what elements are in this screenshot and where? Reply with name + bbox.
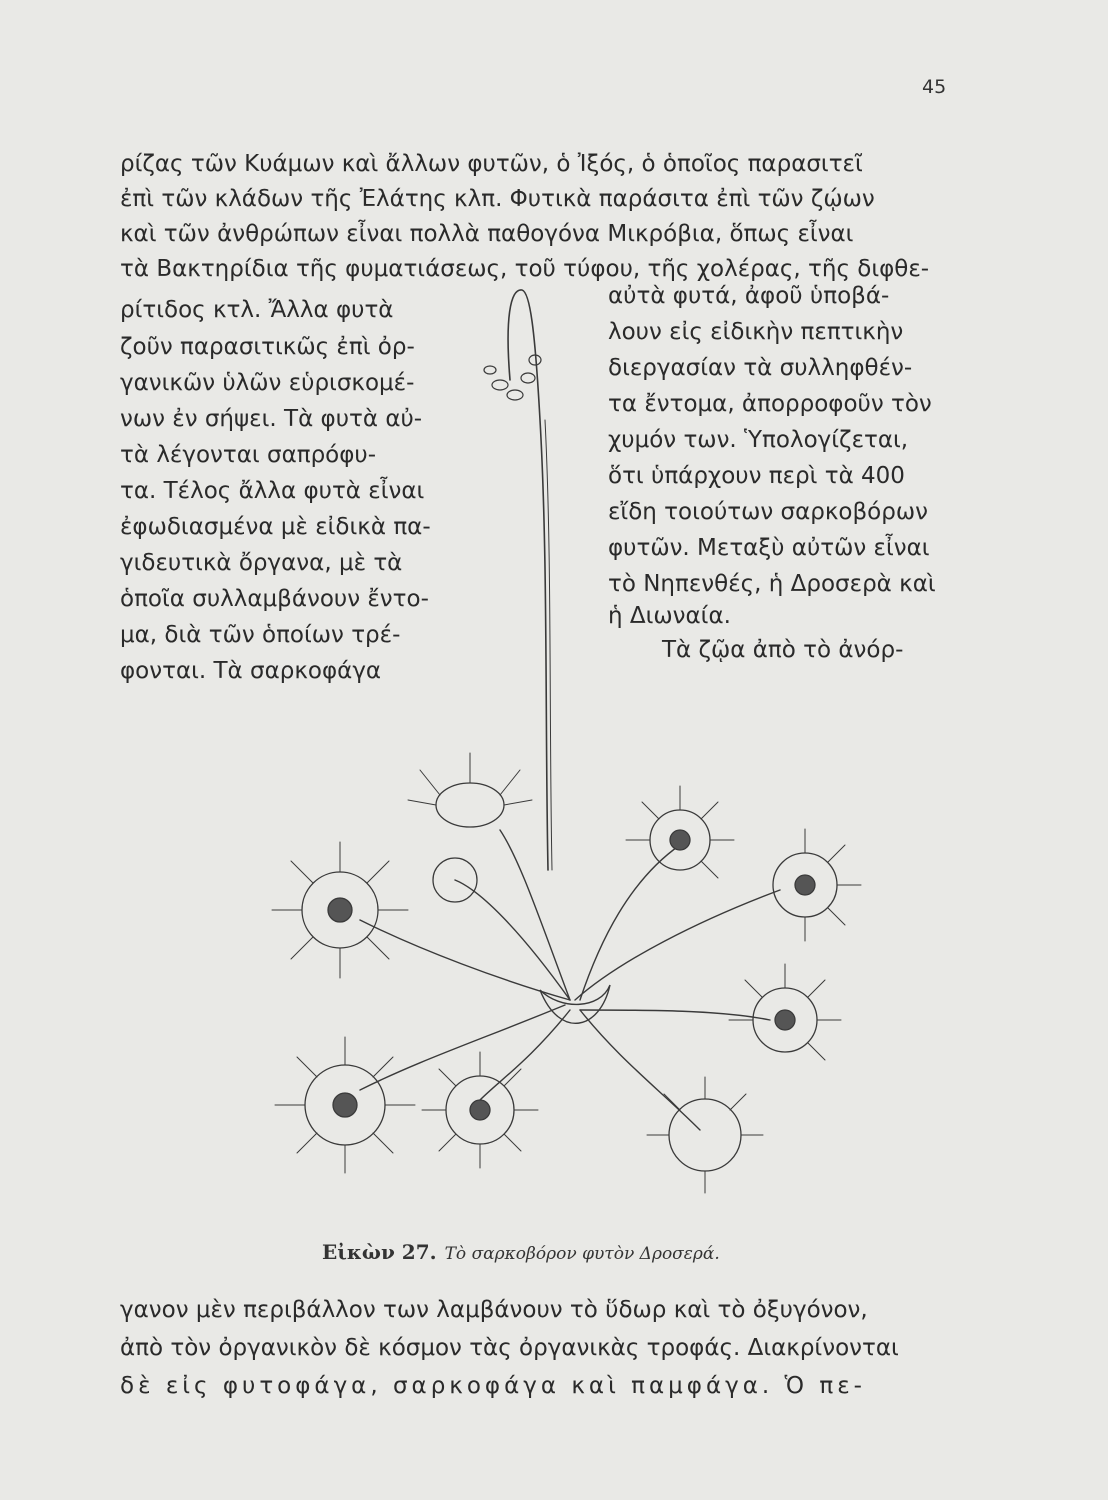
right-column-line: τα ἔντομα, ἀπορροφοῦν τὸν [608, 391, 932, 417]
text-line: τὰ Βακτηρίδια τῆς φυματιάσεως, τοῦ τύφου, τῆς χολέρας, τῆς διφθε- [120, 256, 930, 282]
left-column-line: μα, διὰ τῶν ὁποίων τρέ- [120, 622, 401, 648]
left-column-line: ἐφωδιασμένα μὲ εἰδικὰ πα- [120, 514, 431, 540]
left-column-line: ὁποῖα συλλαμβάνουν ἔντο- [120, 586, 429, 612]
right-column-line: εἴδη τοιούτων σαρκοβόρων [608, 499, 928, 525]
right-column-line: ὅτι ὑπάρχουν περὶ τὰ 400 [608, 463, 905, 489]
caption-text: Τὸ σαρκοβόρον φυτὸν Δροσερά. [444, 1244, 720, 1264]
left-column-line: τα. Τέλος ἄλλα φυτὰ εἶναι [120, 478, 425, 504]
text-line: γανον μὲν περιβάλλον των λαμβάνουν τὸ ὕδωρ καὶ τὸ ὀξυγόνον, [120, 1297, 868, 1323]
text-line: δὲ εἰς φυτοφάγα, σαρκοφάγα καὶ παμφάγα. Ὁ πε- [120, 1373, 866, 1399]
drosera-illustration [240, 280, 920, 1220]
figure-caption [322, 1240, 720, 1264]
left-column-line: νων ἐν σήψει. Τὰ φυτὰ αὐ- [120, 406, 423, 432]
text-line: καὶ τῶν ἀνθρώπων εἶναι πολλὰ παθογόνα Μικρόβια, ὅπως εἶναι [120, 221, 854, 247]
text-line: ρίζας τῶν Κυάμων καὶ ἄλλων φυτῶν, ὁ Ἰξός, ὁ ὁποῖος παρασιτεῖ [120, 151, 863, 177]
left-column-line: γιδευτικὰ ὄργανα, μὲ τὰ [120, 550, 403, 576]
left-column-line: φονται. Τὰ σαρκοφάγα [120, 658, 382, 684]
right-column-line: τὸ Νηπενθές, ἡ Δροσερὰ καὶ [608, 571, 936, 597]
text-line: ἐπὶ τῶν κλάδων τῆς Ἐλάτης κλπ. Φυτικὰ παράσιτα ἐπὶ τῶν ζῴων [120, 186, 875, 212]
right-column-line: διεργασίαν τὰ συλληφθέν- [608, 355, 913, 381]
right-column-line: φυτῶν. Μεταξὺ αὐτῶν εἶναι [608, 535, 930, 561]
right-column-line: αὐτὰ φυτά, ἀφοῦ ὑποβά- [608, 283, 890, 309]
text-line: ἀπὸ τὸν ὀργανικὸν δὲ κόσμον τὰς ὀργανικὰς τροφάς. Διακρίνονται [120, 1335, 899, 1361]
right-column-line: λουν εἰς εἰδικὴν πεπτικὴν [608, 319, 904, 345]
left-column-line: ζοῦν παρασιτικῶς ἐπὶ ὀρ- [120, 334, 415, 360]
left-column-line: γανικῶν ὑλῶν εὑρισκομέ- [120, 370, 415, 396]
right-column-line: Τὰ ζῷα ἀπὸ τὸ ἀνόρ- [662, 637, 904, 663]
left-column-line: ρίτιδος κτλ. Ἄλλα φυτὰ [120, 297, 394, 323]
page-number: 45 [922, 76, 947, 98]
right-column-line: ἡ Διωναία. [608, 603, 731, 629]
caption-label: Εἰκὼν 27. [322, 1240, 437, 1264]
right-column-line: χυμόν των. Ὑπολογίζεται, [608, 427, 909, 453]
left-column-line: τὰ λέγονται σαπρόφυ- [120, 442, 377, 468]
